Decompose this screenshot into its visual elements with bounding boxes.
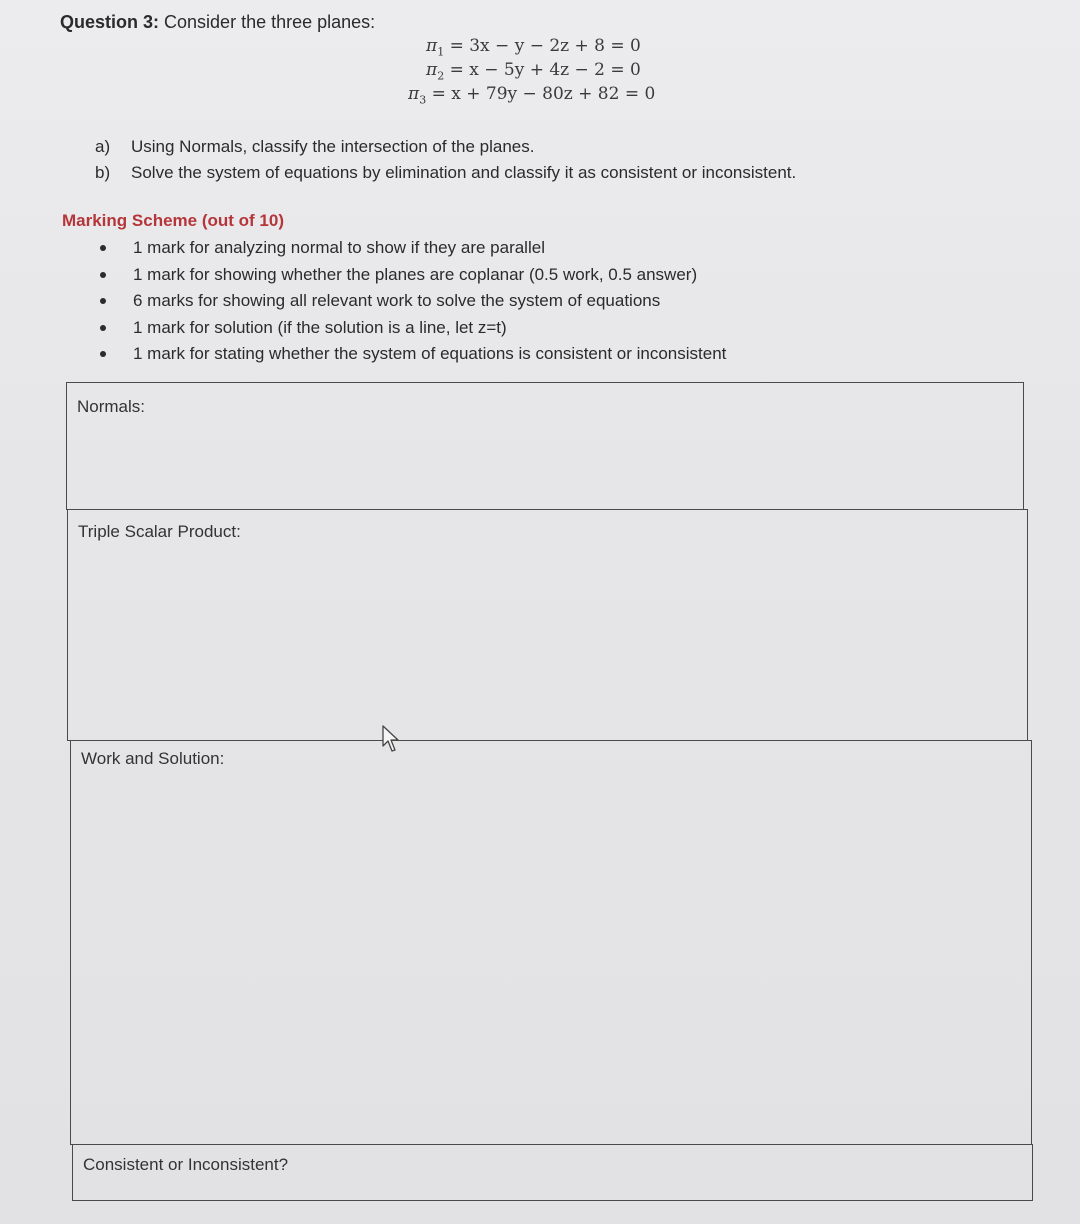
part-b-text: Solve the system of equations by elimination and classify it as consistent or inconsistent.: [131, 163, 797, 182]
work-and-solution-answer-box[interactable]: [70, 740, 1032, 1145]
triple-scalar-product-answer-box[interactable]: [67, 509, 1028, 741]
equation-plane-1: [426, 36, 641, 58]
part-a-text: Using Normals, classify the intersection of the planes.: [131, 137, 535, 156]
equation-plane-3-expression: = x + 79y − 80z + 82 = 0: [431, 84, 656, 104]
equation-plane-3-symbol: π: [408, 84, 420, 104]
question-prompt: Consider the three planes:: [164, 12, 376, 32]
equation-plane-3-subscript: 3: [419, 93, 427, 107]
bullet-icon: [100, 351, 106, 357]
marking-item-text: 1 mark for solution (if the solution is a line, let z=t): [133, 317, 507, 337]
work-and-solution-label: Work and Solution:: [81, 749, 225, 768]
bullet-icon: [100, 325, 106, 331]
part-b: [95, 160, 796, 186]
part-b-letter: b): [95, 163, 111, 182]
equation-plane-1-symbol: π: [426, 36, 438, 56]
equation-plane-1-subscript: 1: [437, 45, 445, 59]
marking-item-text: 1 mark for analyzing normal to show if they are parallel: [133, 238, 545, 258]
equation-plane-2-expression: = x − 5y + 4z − 2 = 0: [449, 60, 641, 80]
marking-item: [62, 341, 726, 368]
consistent-label: Consistent or Inconsistent?: [83, 1155, 289, 1174]
part-a-letter: a): [95, 137, 111, 156]
part-a: [95, 134, 796, 160]
equation-plane-2-subscript: 2: [437, 69, 445, 83]
marking-item-text: 1 mark for showing whether the planes are coplanar (0.5 work, 0.5 answer): [133, 264, 698, 284]
mouse-pointer-icon: [380, 724, 402, 754]
consistent-answer-box[interactable]: [72, 1144, 1033, 1201]
normals-answer-box[interactable]: [66, 382, 1024, 510]
marking-item-text: 6 marks for showing all relevant work to solve the system of equations: [133, 291, 661, 311]
marking-scheme: [62, 211, 726, 368]
marking-scheme-title: Marking Scheme (out of 10): [62, 211, 284, 230]
bullet-icon: [100, 298, 106, 304]
question-parts: [95, 134, 796, 186]
bullet-icon: [100, 272, 106, 278]
marking-item: [62, 315, 726, 342]
marking-item: [62, 262, 726, 289]
marking-item: [62, 235, 726, 262]
marking-item-text: 1 mark for stating whether the system of equations is consistent or inconsistent: [133, 344, 727, 364]
question-number: Question 3:: [60, 12, 160, 32]
marking-item: [62, 288, 726, 315]
equation-plane-2-symbol: π: [426, 60, 438, 80]
equation-plane-3: [408, 84, 655, 106]
equation-plane-2: [426, 60, 641, 82]
bullet-icon: [100, 245, 106, 251]
normals-label: Normals:: [77, 397, 146, 416]
question-heading: [60, 12, 375, 33]
equation-plane-1-expression: = 3x − y − 2z + 8 = 0: [449, 36, 641, 56]
triple-scalar-product-label: Triple Scalar Product:: [78, 522, 241, 541]
